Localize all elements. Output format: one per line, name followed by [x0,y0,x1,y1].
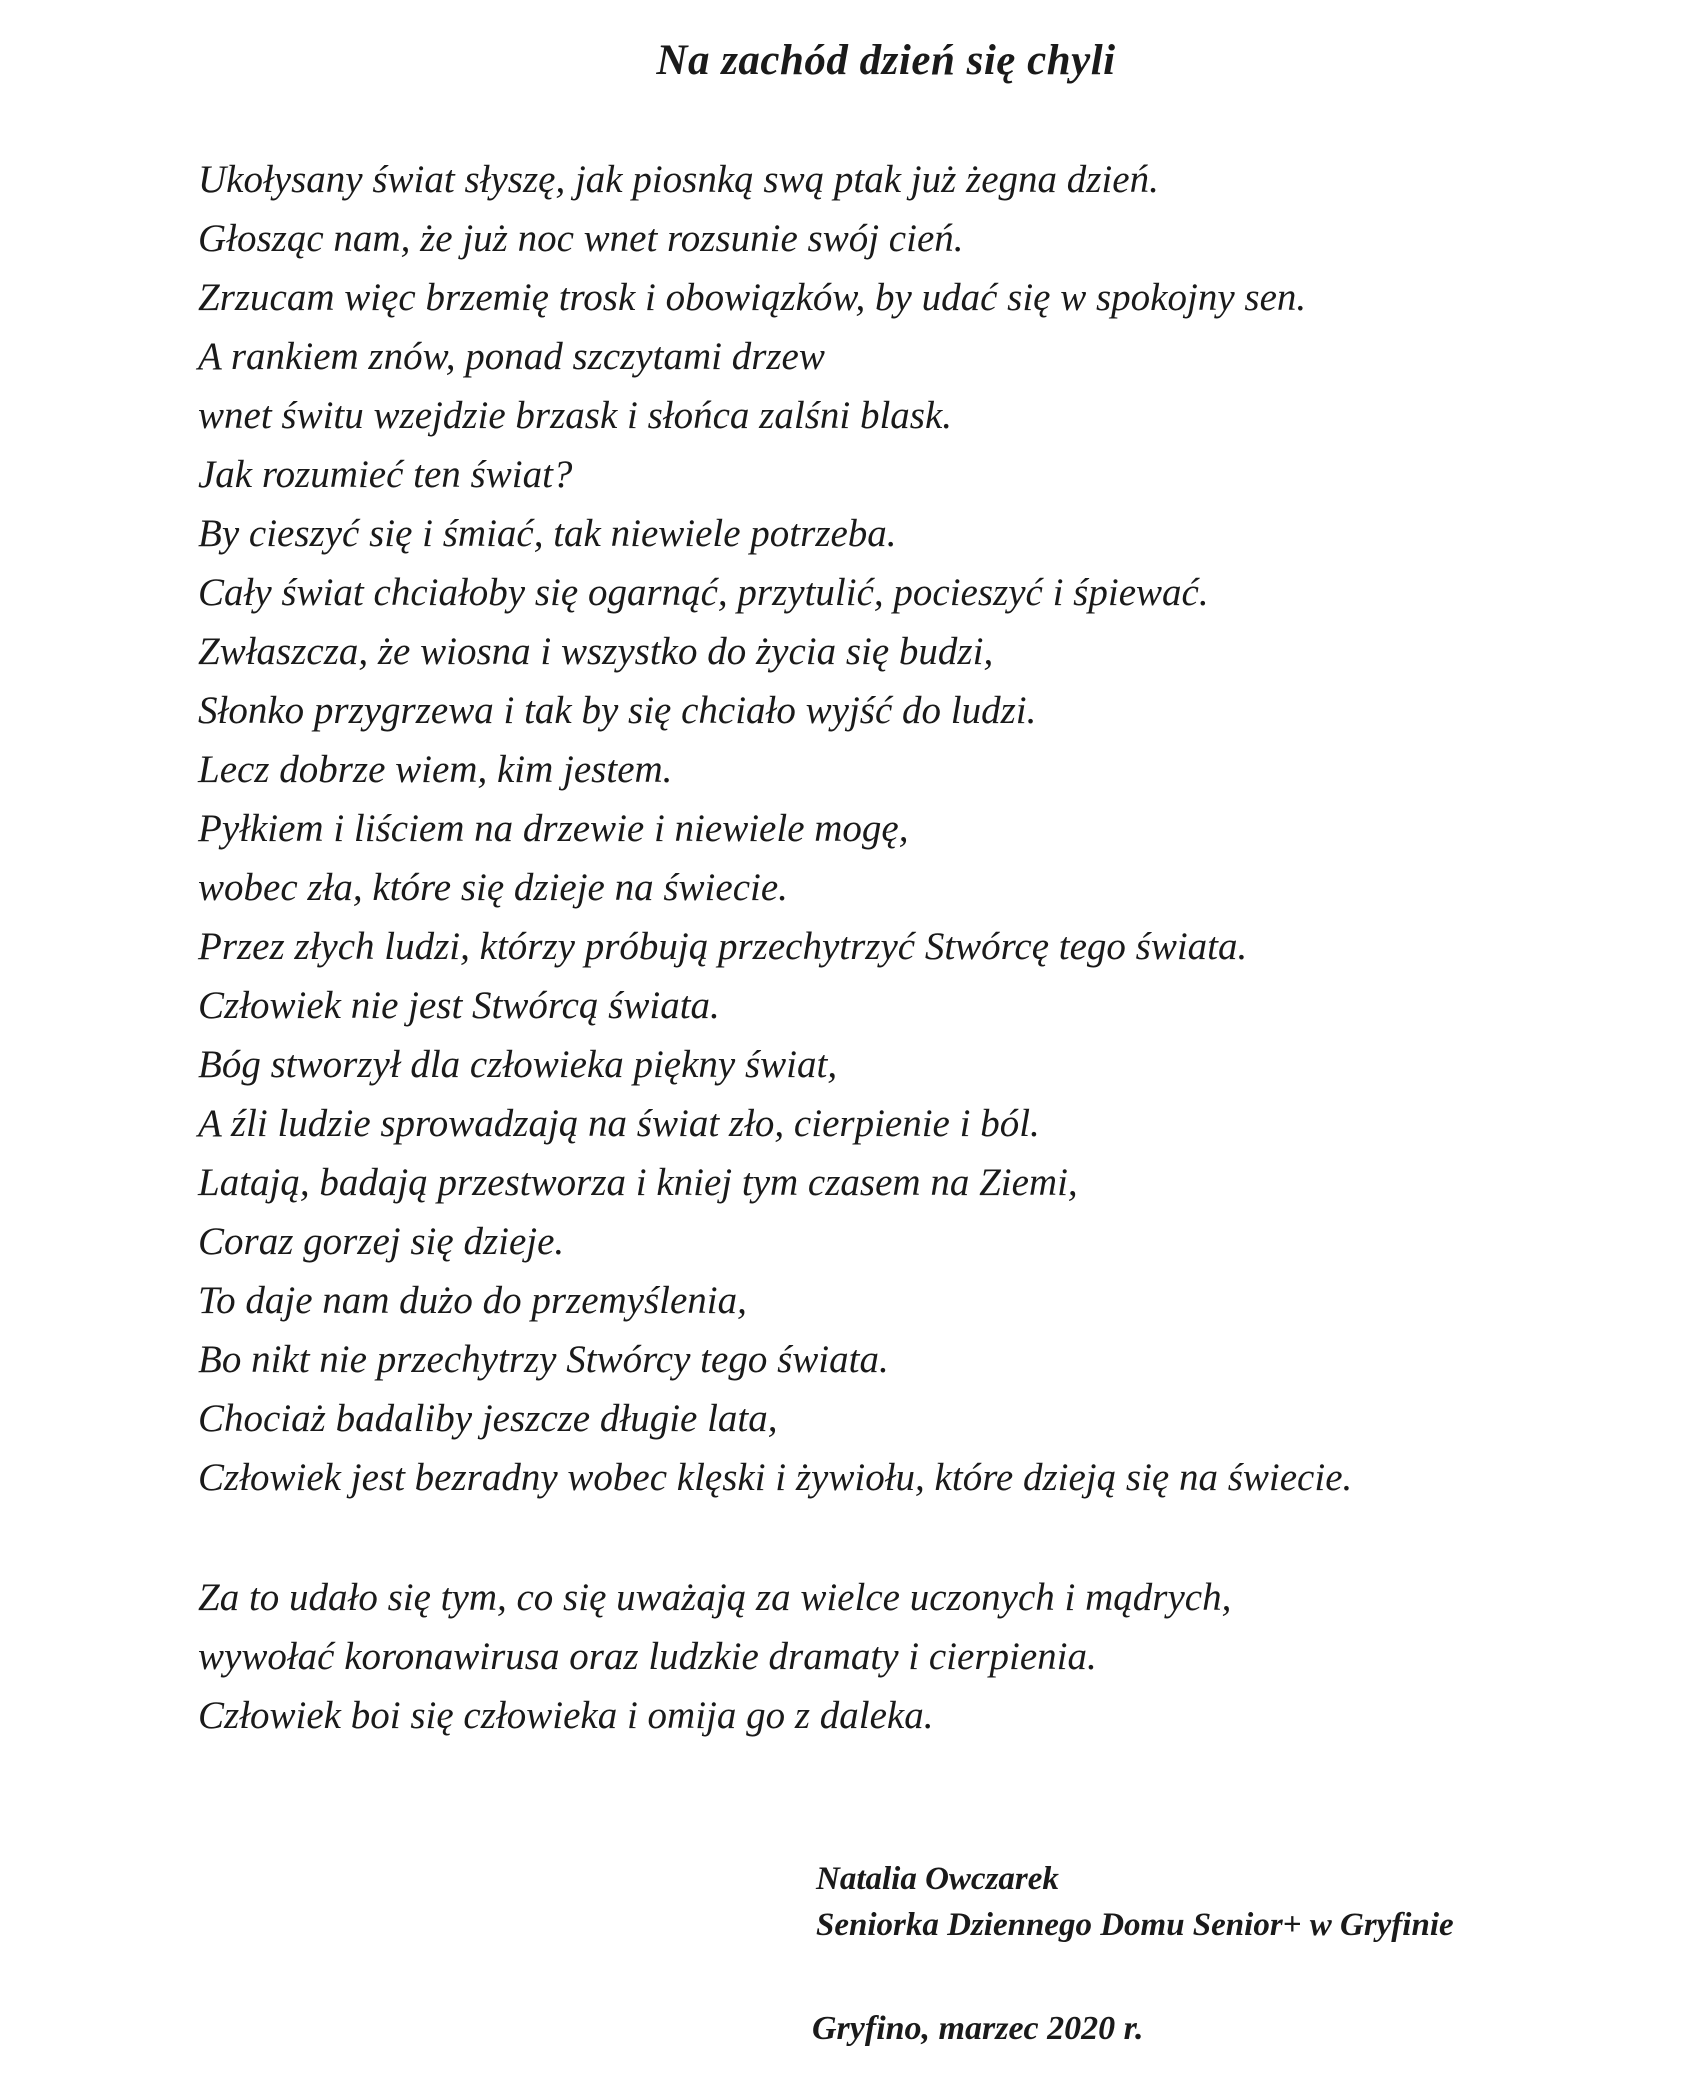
author-name: Natalia Owczarek [816,1861,1059,1897]
poem-title: Na zachód dzień się chyli [656,37,1116,84]
poem-line: Cały świat chciałoby się ogarnąć, przytulić, pocieszyć i śpiewać. [198,571,1209,614]
poem-line: wywołać koronawirusa oraz ludzkie dramaty i cierpienia. [198,1635,1097,1678]
poem-line: Bóg stworzył dla człowieka piękny świat, [198,1043,838,1086]
poem-line: A źli ludzie sprowadzają na świat zło, cierpienie i ból. [198,1102,1040,1145]
poem-line: Ukołysany świat słyszę, jak piosnką swą ptak już żegna dzień. [198,158,1159,201]
poem-line: To daje nam dużo do przemyślenia, [198,1279,747,1322]
poem-line: Zrzucam więc brzemię trosk i obowiązków, by udać się w spokojny sen. [198,276,1307,319]
poem-line: Człowiek jest bezradny wobec klęski i żywiołu, które dzieją się na świecie. [198,1456,1353,1499]
poem-line: Lecz dobrze wiem, kim jestem. [198,748,673,791]
poem-line: wobec zła, które się dzieje na świecie. [198,866,788,909]
poem-line: Człowiek boi się człowieka i omija go z daleka. [198,1694,934,1737]
poem-line: Latają, badają przestworza i kniej tym czasem na Ziemi, [198,1161,1078,1204]
poem-line: wnet świtu wzejdzie brzask i słońca zalśni blask. [198,394,953,437]
poem-line: Jak rozumieć ten świat? [198,453,573,496]
poem-stanza-2 [198,1568,1231,1745]
poem-line: Człowiek nie jest Stwórcą świata. [198,984,720,1027]
author-affiliation: Seniorka Dziennego Domu Senior+ w Gryfinie [816,1907,1454,1943]
poem-line: Chociaż badaliby jeszcze długie lata, [198,1397,778,1440]
poem-line: Bo nikt nie przechytrzy Stwórcy tego świata. [198,1338,889,1381]
poem-line: Zwłaszcza, że wiosna i wszystko do życia się budzi, [198,630,994,673]
poem-line: Przez złych ludzi, którzy próbują przechytrzyć Stwórcę tego świata. [198,925,1248,968]
poem-line: Pyłkiem i liściem na drzewie i niewiele mogę, [198,807,909,850]
poem-line: By cieszyć się i śmiać, tak niewiele potrzeba. [198,512,897,555]
poem-line: Słonko przygrzewa i tak by się chciało wyjść do ludzi. [198,689,1037,732]
date-line: Gryfino, marzec 2020 r. [812,2010,1144,2047]
signature-block [816,1856,1454,1948]
poem-line: Coraz gorzej się dzieje. [198,1220,565,1263]
poem-stanza-1 [198,150,1352,1507]
poem-line: A rankiem znów, ponad szczytami drzew [198,335,825,378]
poem-line: Głosząc nam, że już noc wnet rozsunie swój cień. [198,217,964,260]
poem-line: Za to udało się tym, co się uważają za wielce uczonych i mądrych, [198,1576,1232,1619]
